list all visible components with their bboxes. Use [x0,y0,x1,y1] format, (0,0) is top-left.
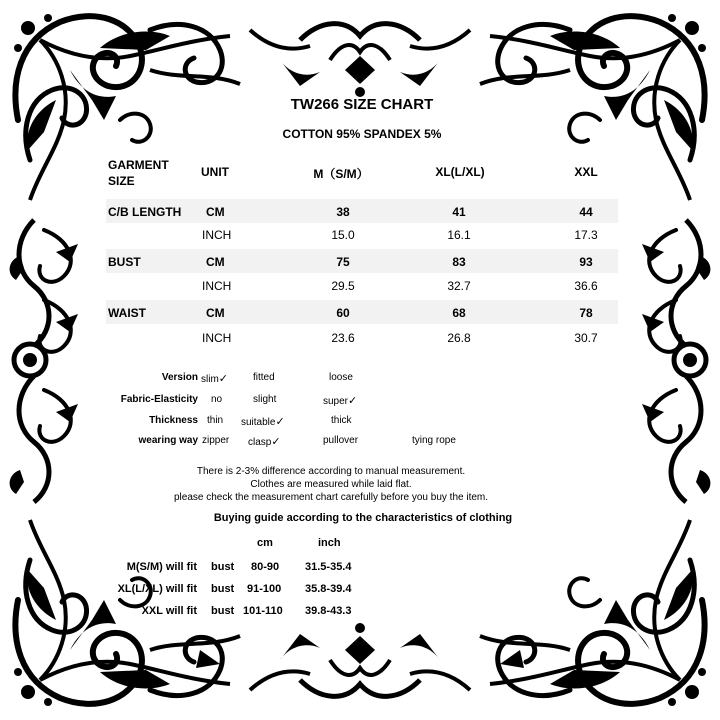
cell-value: 44 [579,205,593,219]
cell-value: 83 [452,255,466,269]
option-zipper: zipper [202,435,230,446]
cell-value: 60 [336,306,350,320]
cell-value: 16.1 [447,228,471,242]
option-slim: slim✓ [201,373,228,385]
chart-title: TW266 SIZE CHART [290,96,434,113]
cell-value: 36.6 [574,279,598,293]
row-band [106,199,618,223]
guide-col-inch: inch [318,537,341,549]
guide-cm: 80-90 [251,561,280,573]
cell-value: 41 [452,205,466,219]
row-label: WAIST [108,306,146,320]
option-no: no [211,394,223,405]
guide-size-label: M(S/M) will fit [126,561,197,573]
cell-value: 75 [336,255,350,269]
cell-value: 29.5 [331,279,355,293]
note-line: please check the measurement chart carefully before you buy the item. [173,492,489,503]
row-unit: INCH [202,279,232,293]
option-loose: loose [329,372,353,383]
row-unit: INCH [202,228,232,242]
guide-cm: 101-110 [243,605,283,617]
cell-value: 30.7 [574,331,598,345]
cell-value: 32.7 [447,279,471,293]
feature-label-version: Version [161,372,198,383]
row-label: BUST [108,255,141,269]
cell-value: 17.3 [574,228,598,242]
guide-size-label: XXL will fit [141,605,197,617]
guide-part: bust [211,583,235,595]
check-mark-icon: ✓ [275,416,285,428]
cell-value: 68 [452,306,466,320]
option-tying-rope: tying rope [412,435,456,446]
row-label: C/B LENGTH [108,205,182,219]
option-fitted: fitted [253,372,275,383]
guide-size-label: XL(L/XL) will fit [117,583,197,595]
feature-label-thickness: Thickness [149,415,198,426]
cell-value: 26.8 [447,331,471,345]
check-mark-icon: ✓ [348,395,358,407]
cell-value: 15.0 [331,228,355,242]
header-size-xxl: XXL [574,165,598,179]
check-mark-icon: ✓ [271,436,281,448]
header-size-m: M（S/M） [313,167,369,181]
cell-value: 38 [336,205,350,219]
option-slight: slight [253,394,277,405]
feature-label-wearing-way: wearing way [138,435,198,446]
guide-cm: 91-100 [247,583,282,595]
option-suitable: suitable✓ [241,416,285,428]
fabric-composition: COTTON 95% SPANDEX 5% [282,127,442,141]
note-line: Clothes are measured while laid flat. [250,479,412,490]
row-band [106,300,618,324]
feature-label-elasticity: Fabric-Elasticity [120,394,198,405]
option-super: super✓ [323,395,358,407]
row-unit: CM [206,205,225,219]
row-band [106,249,618,273]
cell-value: 23.6 [331,331,355,345]
cell-value: 78 [579,306,593,320]
guide-title: Buying guide according to the characteristics of clothing [213,512,513,524]
option-thick: thick [331,415,352,426]
row-unit: CM [206,306,225,320]
row-unit: INCH [202,331,232,345]
guide-inch: 39.8-43.3 [305,605,352,617]
header-unit: UNIT [201,165,229,179]
option-thin: thin [207,415,224,426]
note-line: There is 2-3% difference according to manual measurement. [196,466,466,477]
option-pullover: pullover [323,435,359,446]
guide-col-cm: cm [257,537,273,549]
guide-part: bust [211,605,235,617]
option-clasp: clasp✓ [248,436,281,448]
guide-inch: 35.8-39.4 [305,583,352,595]
guide-inch: 31.5-35.4 [305,561,352,573]
guide-part: bust [211,561,235,573]
check-mark-icon: ✓ [218,373,228,385]
row-unit: CM [206,255,225,269]
cell-value: 93 [579,255,593,269]
header-garment-size: GARMENT SIZE [108,158,169,188]
header-size-xl: XL(L/XL) [435,165,485,179]
